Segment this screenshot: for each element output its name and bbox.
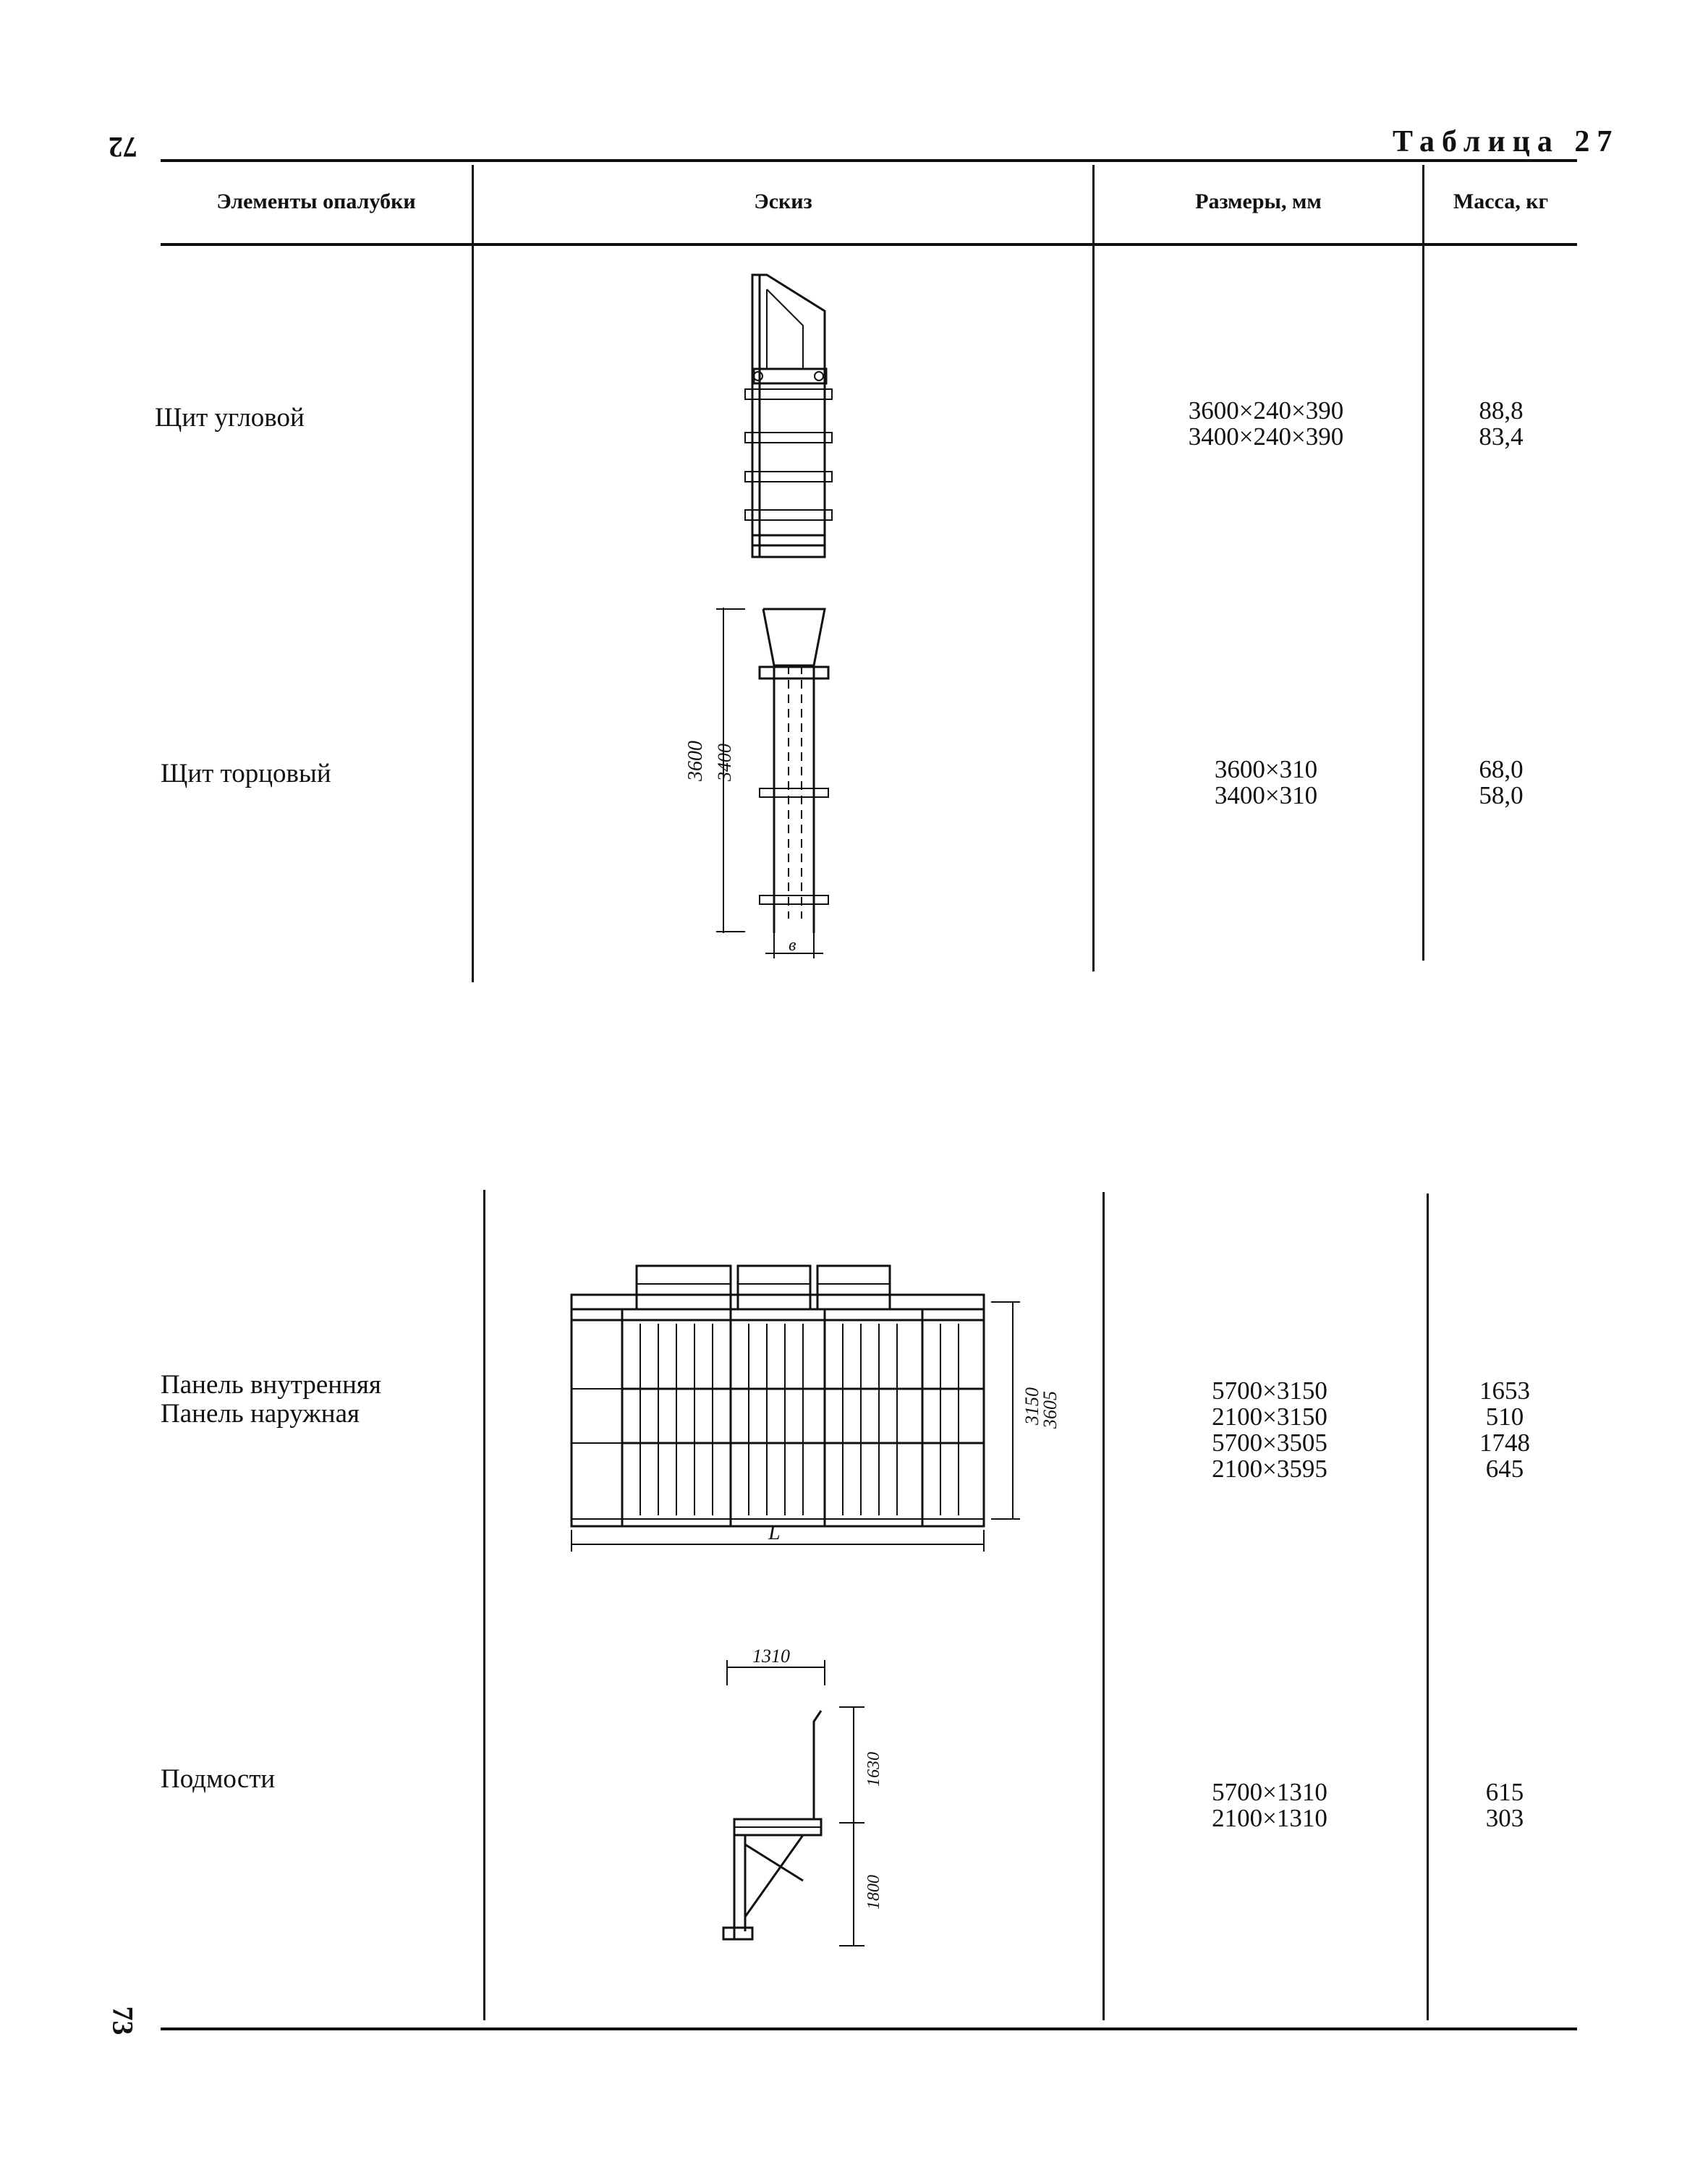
row-panels-element: Панель внутренняя Панель наружная (161, 1370, 381, 1429)
row-corner-shield-sizes: 3600×240×390 3400×240×390 (1188, 396, 1344, 451)
row-scaffold-sizes: 5700×1310 2100×1310 (1212, 1778, 1327, 1832)
table-top-rule (161, 159, 1577, 162)
row-scaffold-mass: 615 303 (1485, 1778, 1524, 1832)
column-divider-1-lower (483, 1190, 485, 2020)
panel-sketch (557, 1251, 1063, 1570)
end-shield-dim1: 3600 (684, 741, 707, 781)
table-header-rule (161, 243, 1577, 246)
panel-dim2: 3605 (1040, 1391, 1061, 1429)
row-scaffold-element: Подмости (161, 1764, 276, 1794)
row-panels-mass: 1653 510 1748 645 (1479, 1377, 1530, 1483)
scaffold-width-label: 1310 (752, 1646, 790, 1667)
column-divider-3 (1422, 165, 1424, 961)
column-divider-2-lower (1102, 1192, 1105, 2020)
header-elements: Элементы опалубки (216, 190, 416, 213)
panel-length-label: L (768, 1520, 781, 1544)
end-shield-dim2: 3400 (714, 744, 735, 781)
row-corner-shield-element: Щит угловой (155, 403, 305, 433)
row-end-shield-sizes: 3600×310 3400×310 (1214, 755, 1318, 809)
scaffold-dim2: 1800 (864, 1875, 883, 1910)
row-end-shield-element: Щит торцовый (161, 759, 331, 788)
scaffold-dim1: 1630 (864, 1752, 883, 1787)
column-divider-1 (472, 165, 474, 982)
panel-dim1: 3150 (1021, 1387, 1042, 1425)
table-title: Таблица 27 (1393, 125, 1620, 158)
header-sizes: Размеры, мм (1195, 190, 1322, 213)
header-mass: Масса, кг (1453, 190, 1549, 213)
end-shield-sketch (680, 593, 868, 969)
table-bottom-rule (161, 2028, 1577, 2030)
scaffold-sketch (709, 1642, 897, 1975)
end-shield-width-label: в (789, 936, 796, 955)
column-divider-2 (1092, 165, 1095, 971)
row-corner-shield-mass: 88,8 83,4 (1479, 396, 1524, 451)
corner-shield-sketch (723, 260, 868, 564)
header-sketch: Эскиз (754, 190, 812, 213)
column-divider-3-lower (1427, 1194, 1429, 2020)
page-number-top: 72 (109, 131, 137, 163)
page-number-bottom: 73 (106, 2006, 140, 2035)
row-end-shield-mass: 68,0 58,0 (1479, 755, 1524, 809)
row-panels-sizes: 5700×3150 2100×3150 5700×3505 2100×3595 (1212, 1377, 1327, 1483)
